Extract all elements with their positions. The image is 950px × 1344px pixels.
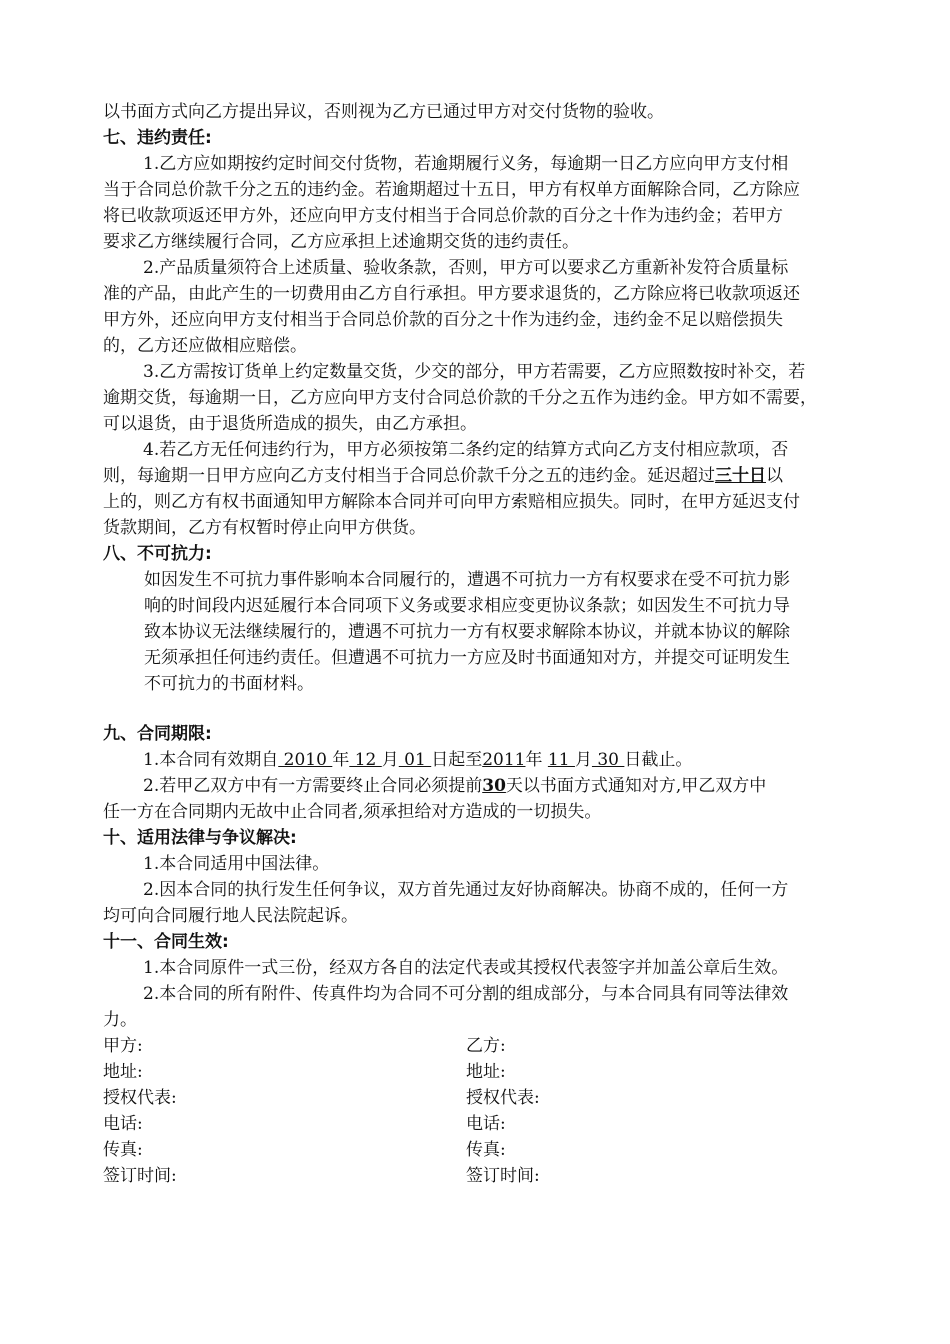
party-b-fax: 传真: bbox=[466, 1140, 506, 1160]
paragraph-line: 如因发生不可抗力事件影响本合同履行的，遭遇不可抗力一方有权要求在受不可抗力影 bbox=[144, 570, 790, 590]
party-b-sign-date: 签订时间: bbox=[466, 1166, 540, 1186]
end-day: 30 bbox=[591, 750, 625, 770]
party-a-fax: 传真: bbox=[103, 1140, 143, 1160]
paragraph-line: 甲方外，还应向甲方支付相当于合同总价款的百分之十作为违约金，违约金不足以赔偿损失 bbox=[103, 310, 783, 330]
paragraph-line: 3.乙方需按订货单上约定数量交货，少交的部分，甲方若需要，乙方应照数按时补交，若 bbox=[143, 362, 806, 382]
section-heading-force-majeure: 八、不可抗力: bbox=[103, 544, 212, 564]
paragraph-line: 力。 bbox=[103, 1010, 137, 1030]
paragraph-line: 无须承担任何违约责任。但遭遇不可抗力一方应及时书面通知对方，并提交可证明发生 bbox=[144, 648, 790, 668]
text-segment: 则，每逾期一日甲方应向乙方支付相当于合同总价款千分之五的违约金。延迟超过 bbox=[103, 466, 715, 486]
paragraph-line: 可以退货，由于退货所造成的损失，由乙方承担。 bbox=[103, 414, 477, 434]
party-a-phone: 电话: bbox=[103, 1114, 143, 1134]
party-a-address: 地址: bbox=[103, 1062, 143, 1082]
start-day: 01 bbox=[398, 750, 432, 770]
paragraph-line: 1.本合同原件一式三份，经双方各自的法定代表或其授权代表签字并加盖公章后生效。 bbox=[143, 958, 789, 978]
paragraph-line bbox=[103, 464, 783, 488]
paragraph-line: 2.本合同的所有附件、传真件均为合同不可分割的组成部分，与本合同具有同等法律效 bbox=[143, 984, 789, 1004]
paragraph-line: 当于合同总价款千分之五的违约金。若逾期超过十五日，甲方有权单方面解除合同，乙方除应 bbox=[103, 180, 800, 200]
paragraph-line bbox=[143, 748, 692, 772]
paragraph-line: 2.产品质量须符合上述质量、验收条款，否则，甲方可以要求乙方重新补发符合质量标 bbox=[143, 258, 789, 278]
paragraph-line: 将已收款项返还甲方外，还应向甲方支付相当于合同总价款的百分之十作为违约金；若甲方 bbox=[103, 206, 783, 226]
end-year: 2011 bbox=[482, 750, 526, 770]
start-year: 2010 bbox=[278, 750, 333, 770]
paragraph-line: 货款期间，乙方有权暂时停止向甲方供货。 bbox=[103, 518, 426, 538]
section-heading-law: 十、适用法律与争议解决: bbox=[103, 828, 297, 848]
paragraph-line: 不可抗力的书面材料。 bbox=[144, 674, 314, 694]
paragraph-line: 均可向合同履行地人民法院起诉。 bbox=[103, 906, 358, 926]
paragraph-line: 4.若乙方无任何违约行为，甲方必须按第二条约定的结算方式向乙方支付相应款项，否 bbox=[143, 440, 789, 460]
notice-days: 30 bbox=[482, 776, 506, 796]
paragraph-line: 逾期交货，每逾期一日，乙方应向甲方支付合同总价款的千分之五作为违约金。甲方如不需要， bbox=[103, 388, 817, 408]
party-a-label: 甲方: bbox=[103, 1036, 143, 1056]
party-a-sign-date: 签订时间: bbox=[103, 1166, 177, 1186]
end-month: 11 bbox=[547, 750, 575, 770]
start-month: 12 bbox=[349, 750, 382, 770]
paragraph-line: 的，乙方还应做相应赔偿。 bbox=[103, 336, 307, 356]
paragraph-line: 1.乙方应如期按约定时间交付货物，若逾期履行义务，每逾期一日乙方应向甲方支付相 bbox=[143, 154, 789, 174]
text-segment: 以 bbox=[766, 466, 783, 486]
text-segment: 日起至 bbox=[431, 750, 483, 770]
text-segment: 2.若甲乙双方中有一方需要终止合同必须提前 bbox=[143, 776, 483, 796]
paragraph-line: 任一方在合同期内无故中止合同者,须承担给对方造成的一切损失。 bbox=[103, 802, 602, 822]
text-segment: 1.本合同有效期自 bbox=[143, 750, 279, 770]
underlined-term: 三十日 bbox=[715, 466, 766, 486]
text-segment: 月 bbox=[574, 750, 592, 770]
text-segment: 日截止。 bbox=[624, 750, 693, 770]
paragraph-line: 致本协议无法继续履行的，遭遇不可抗力一方有权要求解除本协议，并就本协议的解除 bbox=[144, 622, 790, 642]
text-segment: 天以书面方式通知对方,甲乙双方中 bbox=[505, 776, 767, 796]
section-heading-term: 九、合同期限: bbox=[103, 724, 212, 744]
party-b-representative: 授权代表: bbox=[466, 1088, 540, 1108]
text-segment: 年 bbox=[525, 750, 548, 770]
paragraph-line bbox=[143, 774, 766, 798]
paragraph-line: 1.本合同适用中国法律。 bbox=[143, 854, 330, 874]
paragraph-line: 以书面方式向乙方提出异议，否则视为乙方已通过甲方对交付货物的验收。 bbox=[103, 102, 664, 122]
text-segment: 年 bbox=[332, 750, 350, 770]
party-b-label: 乙方: bbox=[466, 1036, 506, 1056]
party-b-address: 地址: bbox=[466, 1062, 506, 1082]
paragraph-line: 2.因本合同的执行发生任何争议，双方首先通过友好协商解决。协商不成的，任何一方 bbox=[143, 880, 789, 900]
party-b-phone: 电话: bbox=[466, 1114, 506, 1134]
text-segment: 月 bbox=[381, 750, 399, 770]
section-heading-breach: 七、违约责任: bbox=[103, 128, 212, 148]
section-heading-effect: 十一、合同生效: bbox=[103, 932, 229, 952]
paragraph-line: 响的时间段内迟延履行本合同项下义务或要求相应变更协议条款；如因发生不可抗力导 bbox=[144, 596, 790, 616]
paragraph-line: 要求乙方继续履行合同，乙方应承担上述逾期交货的违约责任。 bbox=[103, 232, 579, 252]
paragraph-line: 准的产品，由此产生的一切费用由乙方自行承担。甲方要求退货的，乙方除应将已收款项返还 bbox=[103, 284, 800, 304]
party-a-representative: 授权代表: bbox=[103, 1088, 177, 1108]
paragraph-line: 上的，则乙方有权书面通知甲方解除本合同并可向甲方索赔相应损失。同时，在甲方延迟支付 bbox=[103, 492, 800, 512]
